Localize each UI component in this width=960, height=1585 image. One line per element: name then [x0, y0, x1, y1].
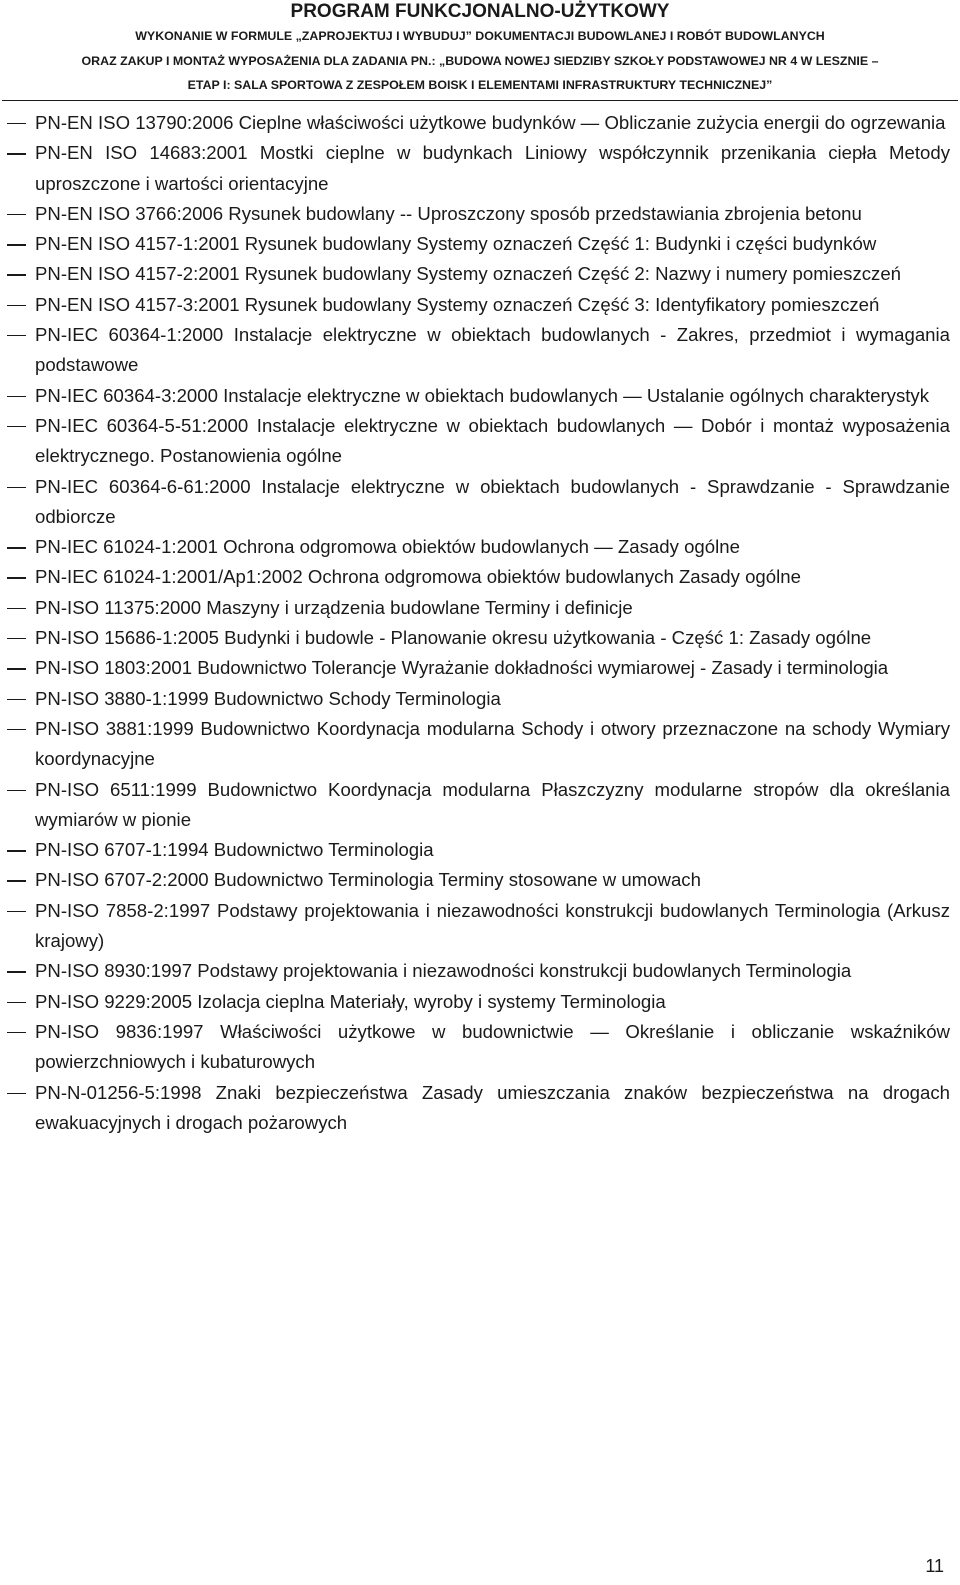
list-item — [0, 562, 960, 592]
dash-bullet-icon — [7, 244, 26, 245]
dash-bullet-icon — [7, 971, 26, 972]
dash-bullet-icon — [7, 335, 26, 336]
list-item-text: PN-ISO 8930:1997 Podstawy projektowania i niezawodności konstrukcji budowlanych Terminologia — [35, 960, 852, 982]
dash-bullet-icon — [7, 274, 26, 275]
list-item-text: PN-EN ISO 13790:2006 Cieplne właściwości użytkowe budynków ― Obliczanie zużycia energii do ogrzewania — [35, 112, 946, 133]
header-divider — [2, 100, 958, 101]
list-item — [0, 259, 960, 289]
list-item-text: PN-EN ISO 4157-3:2001 Rysunek budowlany Systemy oznaczeń Część 3: Identyfikatory pomieszczeń — [35, 293, 880, 315]
list-item-text: PN-ISO 6707-2:2000 Budownictwo Terminologia Terminy stosowane w umowach — [35, 869, 701, 891]
list-item-text: PN-ISO 9836:1997 Właściwości użytkowe w budownictwie ― Określanie i obliczanie wskaźników powierzchniowych i kubaturowych — [35, 1020, 950, 1073]
list-item — [0, 896, 960, 957]
dash-bullet-icon — [7, 123, 26, 124]
list-item-text: PN-IEC 61024-1:2001 Ochrona odgromowa obiektów budowlanych ― Zasady ogólne — [35, 536, 740, 558]
list-item-text: PN-ISO 3881:1999 Budownictwo Koordynacja modularna Schody i otwory przeznaczone na schody Wymiary koordynacyjne — [35, 717, 950, 770]
document-title: PROGRAM FUNKCJONALNO-UŻYTKOWY — [290, 1, 670, 22]
list-item — [0, 865, 960, 895]
list-item — [0, 532, 960, 562]
list-item-text: PN-EN ISO 3766:2006 Rysunek budowlany -- Uproszczony sposób przedstawiania zbrojenia betonu — [35, 202, 862, 224]
list-item — [0, 199, 960, 229]
header-line-3: ETAP I: SALA SPORTOWA Z ZESPOŁEM BOISK I ELEMENTAMI INFRASTRUKTURY TECHNICZNEJ” — [187, 78, 773, 92]
list-item-text: PN-IEC 61024-1:2001/Ap1:2002 Ochrona odgromowa obiektów budowlanych Zasady ogólne — [35, 566, 801, 588]
dash-bullet-icon — [7, 487, 26, 488]
list-item — [0, 593, 960, 623]
list-item — [0, 684, 960, 714]
list-item — [0, 381, 960, 411]
list-item-text: PN-EN ISO 4157-1:2001 Rysunek budowlany Systemy oznaczeń Część 1: Budynki i części budynków — [35, 233, 877, 255]
list-item-text: PN-ISO 1803:2001 Budownictwo Tolerancje Wyrażanie dokładności wymiarowej - Zasady i terminologia — [35, 657, 889, 679]
list-item-text: PN-EN ISO 14683:2001 Mostki cieplne w budynkach Liniowy współczynnik przenikania ciepła Metody uproszczone i wartości orientacyjne — [35, 142, 950, 194]
header-line-1: WYKONANIE W FORMULE „ZAPROJEKTUJ I WYBUDUJ” DOKUMENTACJI BUDOWLANEJ I ROBÓT BUDOWLANYCH — [135, 29, 825, 43]
dash-bullet-icon — [7, 699, 26, 700]
dash-bullet-icon — [7, 577, 26, 578]
list-item — [0, 108, 960, 138]
list-item-text: PN-IEC 60364-3:2000 Instalacje elektryczne w obiektach budowlanych ― Ustalanie ogólnych charakterystyk — [35, 384, 929, 406]
list-item — [0, 411, 960, 472]
dash-bullet-icon — [7, 153, 26, 154]
dash-bullet-icon — [7, 608, 26, 609]
list-item-text: PN-IEC 60364-6-61:2000 Instalacje elektryczne w obiektach budowlanych - Sprawdzanie - Sprawdzanie odbiorcze — [35, 475, 950, 527]
list-item — [0, 472, 960, 533]
list-item-text: PN-ISO 9229:2005 Izolacja cieplna Materiały, wyroby i systemy Terminologia — [35, 990, 666, 1012]
list-item — [0, 229, 960, 259]
dash-bullet-icon — [7, 1093, 26, 1094]
list-item — [0, 714, 960, 775]
list-item — [0, 1078, 960, 1139]
list-item-text: PN-IEC 60364-1:2000 Instalacje elektryczne w obiektach budowlanych - Zakres, przedmiot i wymagania podstawowe — [35, 324, 950, 376]
list-item — [0, 1017, 960, 1078]
dash-bullet-icon — [7, 1032, 26, 1033]
standards-list — [0, 108, 960, 1138]
list-item — [0, 956, 960, 986]
list-item — [0, 775, 960, 836]
list-item — [0, 138, 960, 199]
list-item-text: PN-EN ISO 4157-2:2001 Rysunek budowlany Systemy oznaczeń Część 2: Nazwy i numery pomieszczeń — [35, 263, 902, 285]
list-item — [0, 653, 960, 683]
list-item — [0, 835, 960, 865]
list-item-text: PN-ISO 3880-1:1999 Budownictwo Schody Terminologia — [35, 687, 501, 709]
dash-bullet-icon — [7, 668, 26, 669]
dash-bullet-icon — [7, 547, 26, 548]
list-item — [0, 987, 960, 1017]
page-header — [0, 0, 960, 98]
dash-bullet-icon — [7, 729, 26, 730]
dash-bullet-icon — [7, 911, 26, 912]
page-number: 11 — [925, 1556, 944, 1576]
list-item — [0, 290, 960, 320]
dash-bullet-icon — [7, 214, 26, 215]
dash-bullet-icon — [7, 305, 26, 306]
list-item-text: PN-ISO 15686-1:2005 Budynki i budowle - Planowanie okresu użytkowania - Część 1: Zasady ogólne — [35, 627, 872, 649]
list-item-text: PN-ISO 7858-2:1997 Podstawy projektowania i niezawodności konstrukcji budowlanych Terminologia (Arkusz krajowy) — [35, 899, 950, 952]
list-item — [0, 623, 960, 653]
dash-bullet-icon — [7, 790, 26, 791]
dash-bullet-icon — [7, 396, 26, 397]
dash-bullet-icon — [7, 880, 26, 881]
list-item-text: PN-IEC 60364-5-51:2000 Instalacje elektryczne w obiektach budowlanych ― Dobór i montaż wyposażenia elektrycznego. Postanowienia ogólne — [35, 414, 950, 467]
list-item — [0, 320, 960, 381]
dash-bullet-icon — [7, 426, 26, 427]
dash-bullet-icon — [7, 850, 26, 851]
list-item-text: PN-N-01256-5:1998 Znaki bezpieczeństwa Zasady umieszczania znaków bezpieczeństwa na drogach ewakuacyjnych i drogach pożarowych — [35, 1081, 950, 1133]
dash-bullet-icon — [7, 1002, 26, 1003]
list-item-text: PN-ISO 6707-1:1994 Budownictwo Terminologia — [35, 839, 434, 861]
list-item-text: PN-ISO 6511:1999 Budownictwo Koordynacja modularna Płaszczyzny modularne stropów dla określania wymiarów w pionie — [35, 778, 950, 830]
header-line-2: ORAZ ZAKUP I MONTAŻ WYPOSAŻENIA DLA ZADANIA PN.: „BUDOWA NOWEJ SIEDZIBY SZKOŁY PODSTAWOWEJ NR 4 W LESZNIE – — [81, 53, 879, 68]
list-item-text: PN-ISO 11375:2000 Maszyny i urządzenia budowlane Terminy i definicje — [35, 596, 633, 618]
dash-bullet-icon — [7, 638, 26, 639]
